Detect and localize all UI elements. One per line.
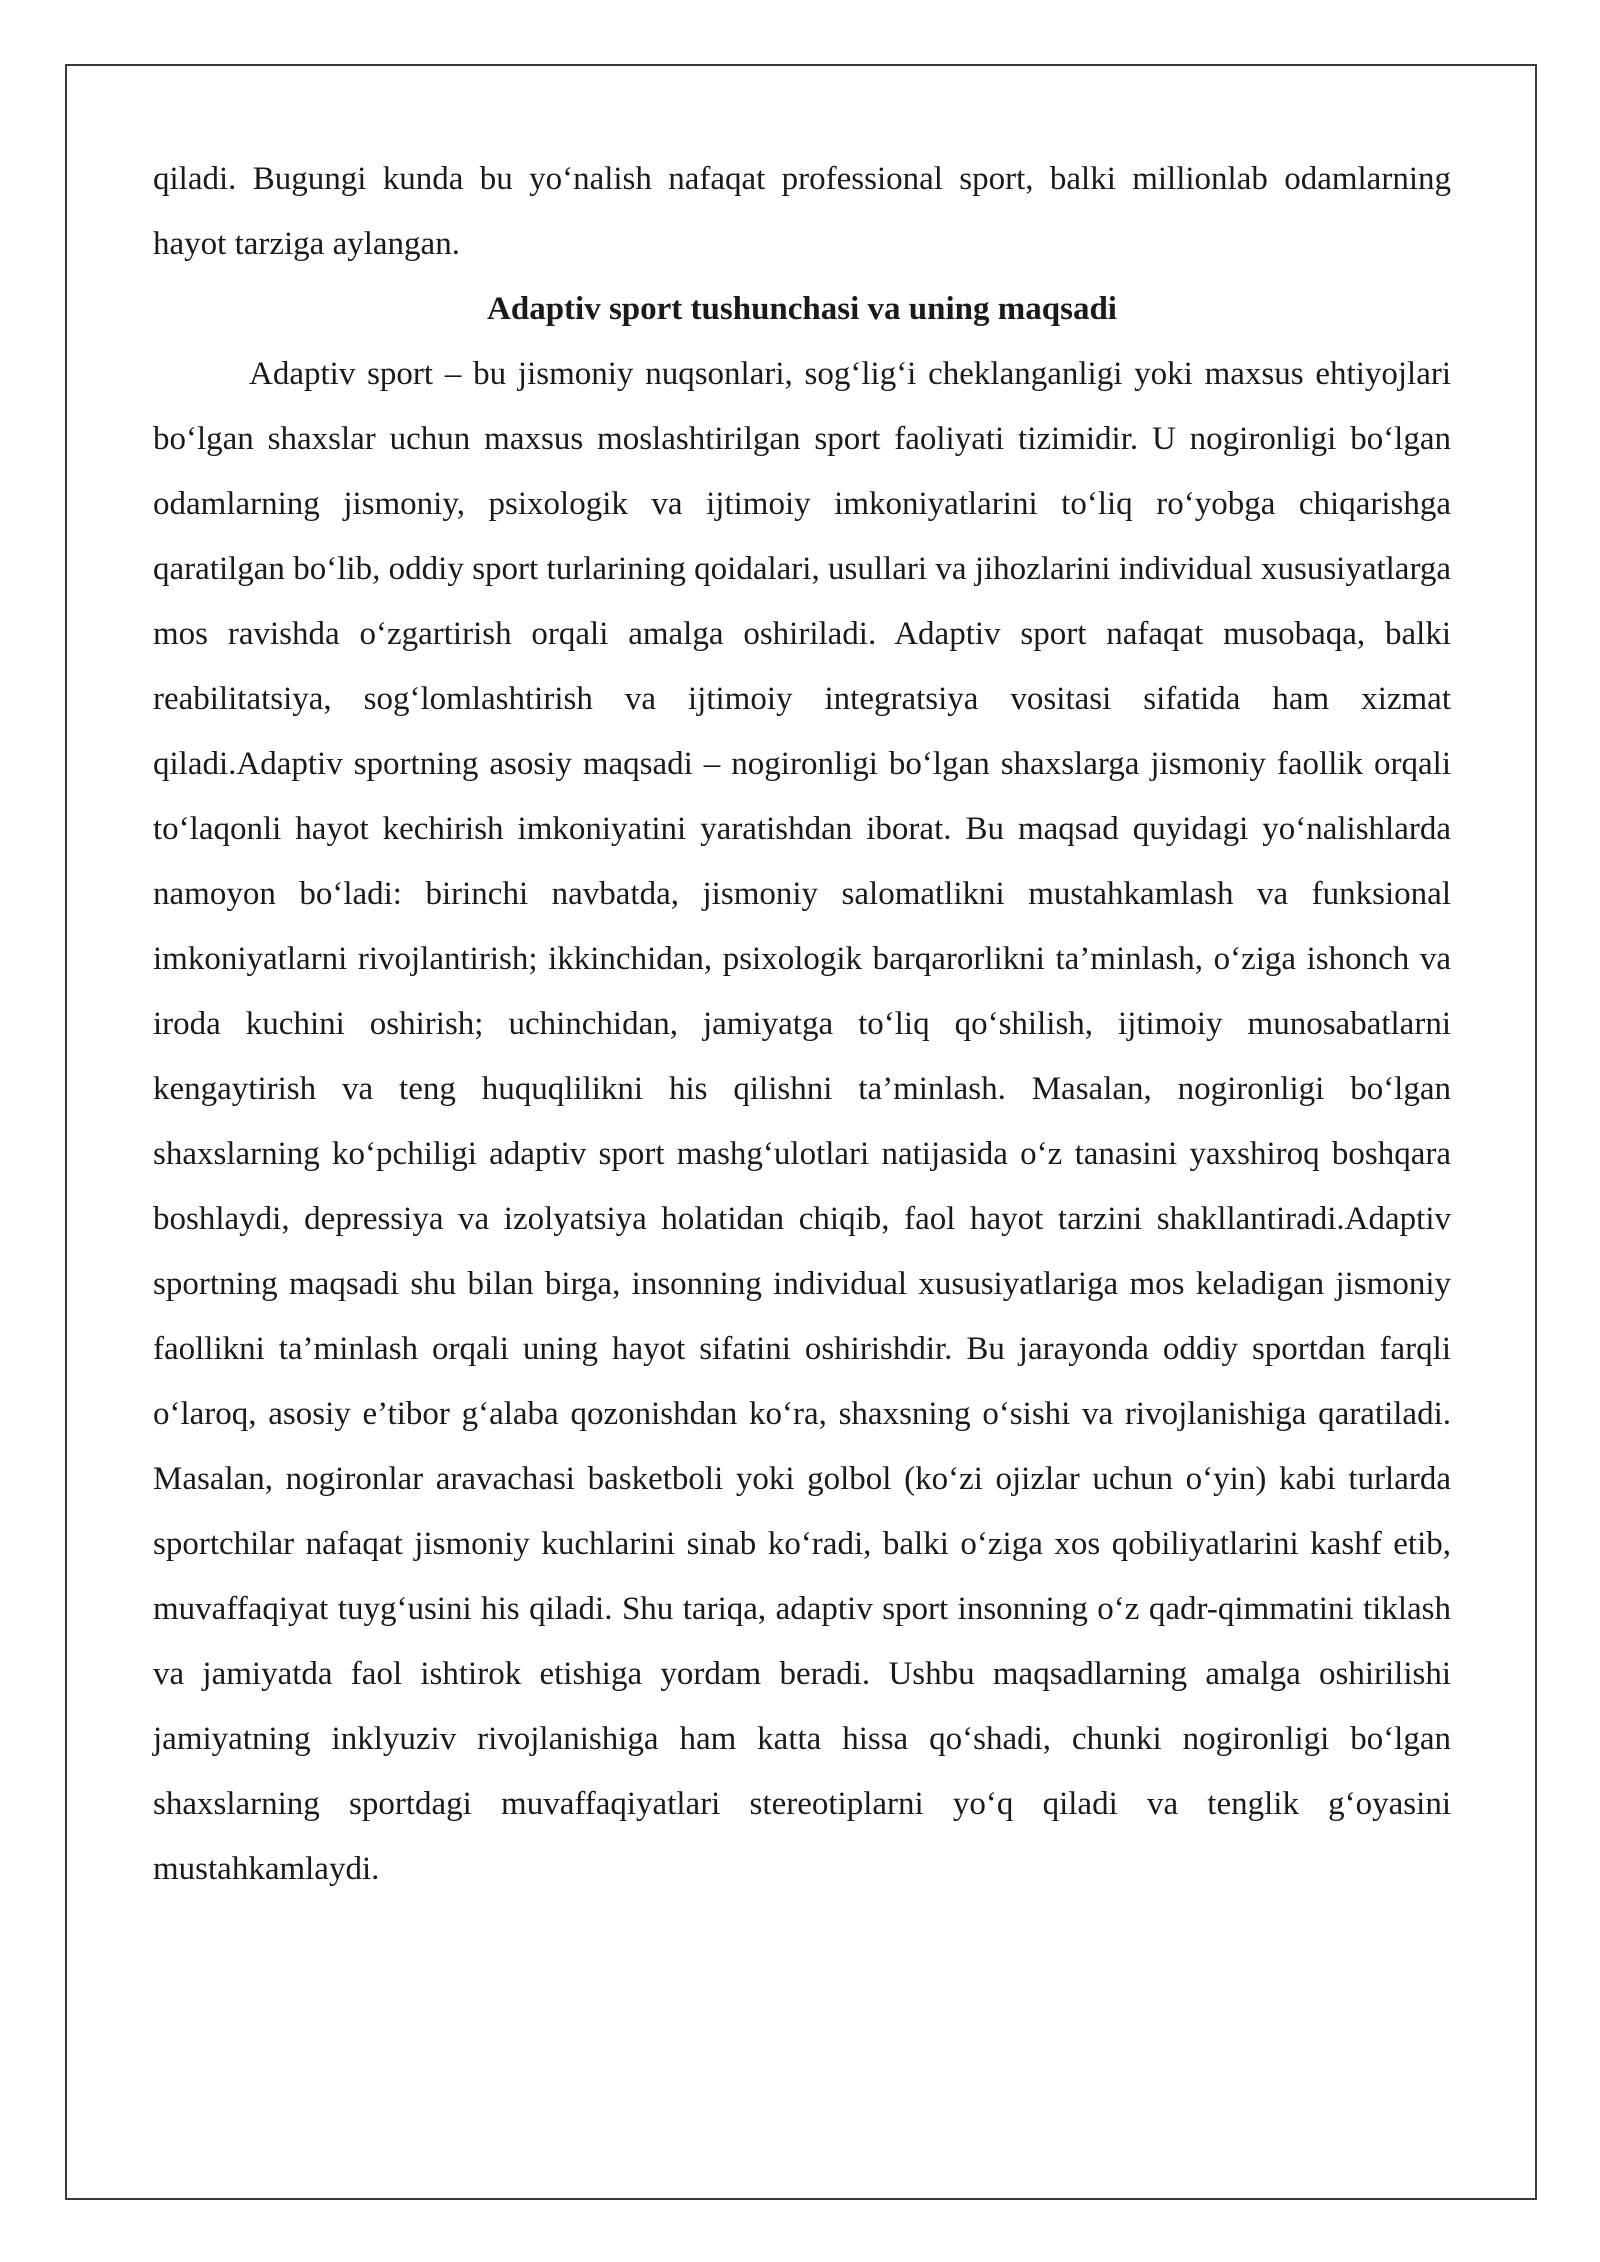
lead-paragraph: qiladi. Bugungi kunda bu yo‘nalish nafaqat professional sport, balki millionlab odamlarning hayot tarziga aylangan. [153, 161, 1451, 262]
document-body [153, 147, 1451, 1902]
body-paragraph: Adaptiv sport – bu jismoniy nuqsonlari, sog‘lig‘i cheklanganligi yoki maxsus ehtiyojlari bo‘lgan shaxslar uchun maxsus moslashtirilgan sport faoliyati tizimidir. U nogironligi bo‘lgan odamlarning jismoniy, psixologik va ijtimoiy imkoniyatlarini to‘liq ro‘yobga chiqarishga qaratilgan bo‘lib, oddiy sport turlarining qoidalari, usullari va jihozlarini individual xususiyatlarga mos ravishda o‘zgartirish orqali amalga oshiriladi. Adaptiv sport nafaqat musobaqa, balki reabilitatsiya, sog‘lomlashtirish va ijtimoiy integratsiya vositasi sifatida ham xizmat qiladi.Adaptiv sportning asosiy maqsadi – nogironligi bo‘lgan shaxslarga jismoniy faollik orqali to‘laqonli hayot kechirish imkoniyatini yaratishdan iborat. Bu maqsad quyidagi yo‘nalishlarda namoyon bo‘ladi: birinchi navbatda, jismoniy salomatlikni mustahkamlash va funksional imkoniyatlarni rivojlantirish; ikkinchidan, psixologik barqarorlikni ta’minlash, o‘ziga ishonch va iroda kuchini oshirish; uchinchidan, jamiyatga to‘liq qo‘shilish, ijtimoiy munosabatlarni kengaytirish va teng huquqlilikni his qilishni ta’minlash. Masalan, nogironligi bo‘lgan shaxslarning ko‘pchiligi adaptiv sport mashg‘ulotlari natijasida o‘z tanasini yaxshiroq boshqara boshlaydi, depressiya va izolyatsiya holatidan chiqib, faol hayot tarzini shakllantiradi.Adaptiv sportning maqsadi shu bilan birga, insonning individual xususiyatlariga mos keladigan jismoniy faollikni ta’minlash orqali uning hayot sifatini oshirishdir. Bu jarayonda oddiy sportdan farqli o‘laroq, asosiy e’tibor g‘alaba qozonishdan ko‘ra, shaxsning o‘sishi va rivojlanishiga qaratiladi. Masalan, nogironlar aravachasi basketboli yoki golbol (ko‘zi ojizlar uchun o‘yin) kabi turlarda sportchilar nafaqat jismoniy kuchlarini sinab ko‘radi, balki o‘ziga xos qobiliyatlarini kashf etib, muvaffaqiyat tuyg‘usini his qiladi. Shu tariqa, adaptiv sport insonning o‘z qadr-qimmatini tiklash va jamiyatda faol ishtirok etishiga yordam beradi. Ushbu maqsadlarning amalga oshirilishi jamiyatning inklyuziv rivojlanishiga ham katta hissa qo‘shadi, chunki nogironligi bo‘lgan shaxslarning sportdagi muvaffaqiyatlari stereotiplarni yo‘q qiladi va tenglik g‘oyasini mustahkamlaydi. [153, 356, 1451, 1887]
section-heading: Adaptiv sport tushunchasi va uning maqsadi [487, 291, 1117, 327]
